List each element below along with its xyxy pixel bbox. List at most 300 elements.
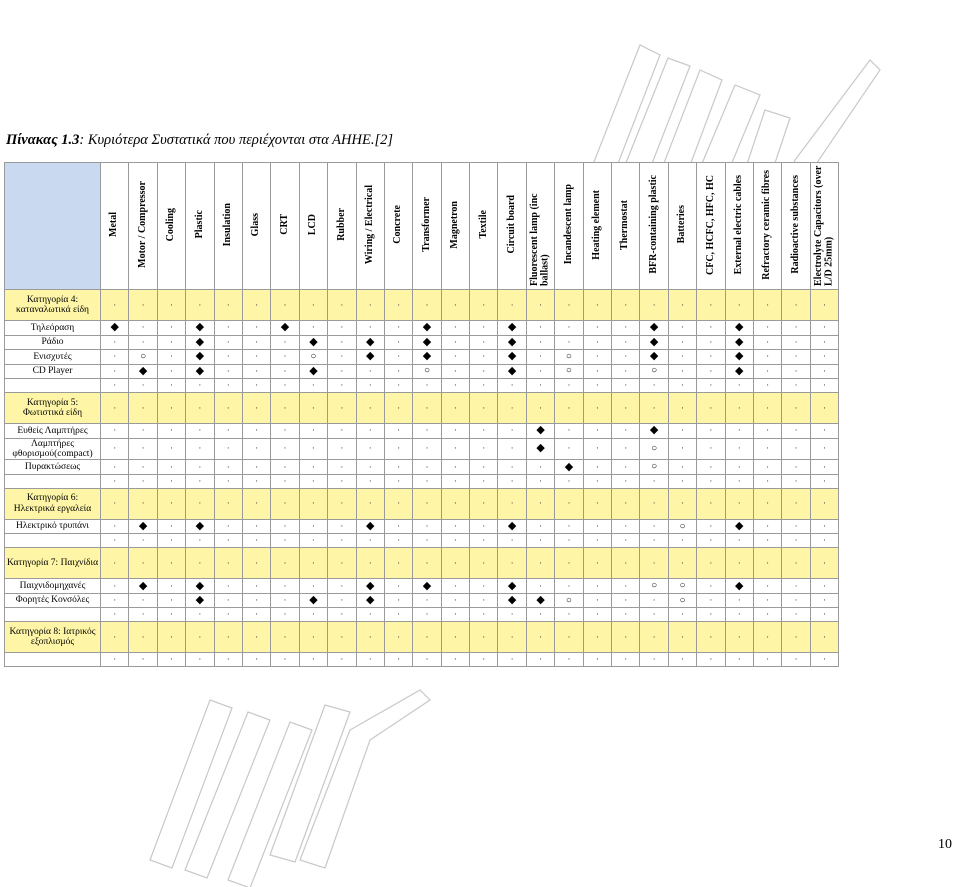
dot-mark: · bbox=[198, 609, 202, 620]
dot-mark: · bbox=[737, 609, 741, 620]
dot-mark: · bbox=[226, 402, 230, 413]
dot-mark: · bbox=[681, 402, 684, 413]
table-cell-dot bbox=[668, 335, 696, 350]
dot-mark: · bbox=[595, 461, 599, 472]
dot-mark: · bbox=[822, 443, 826, 454]
dot-mark: · bbox=[283, 443, 287, 454]
dot-mark: · bbox=[595, 535, 599, 546]
dot-mark: · bbox=[567, 498, 571, 509]
table-cell-dot bbox=[214, 460, 242, 475]
table-cell-dot bbox=[526, 460, 554, 475]
column-header bbox=[356, 163, 384, 290]
table-cell-dot bbox=[328, 424, 356, 439]
table-cell-dot bbox=[129, 653, 157, 667]
dot-mark: · bbox=[737, 475, 741, 486]
dot-mark: · bbox=[453, 609, 457, 620]
dot-mark: · bbox=[141, 475, 145, 486]
table-cell-dot bbox=[612, 364, 640, 379]
table-cell-dot bbox=[384, 534, 412, 548]
table-cell-dot bbox=[186, 474, 214, 488]
table-cell-dot bbox=[583, 653, 611, 667]
column-header-label: Transformer bbox=[420, 197, 432, 252]
dot-mark: · bbox=[709, 498, 713, 509]
dot-mark: · bbox=[681, 498, 684, 509]
column-header-label: CFC, HCFC, HFC, HC bbox=[704, 174, 716, 275]
table-cell-dot bbox=[214, 548, 242, 579]
dot-mark: · bbox=[766, 580, 770, 591]
dot-mark: · bbox=[453, 443, 457, 454]
table-cell-dot bbox=[470, 653, 498, 667]
dot-mark: · bbox=[113, 336, 117, 347]
table-row bbox=[5, 474, 839, 488]
dot-mark: · bbox=[624, 425, 628, 436]
table-cell-dot bbox=[328, 593, 356, 608]
circle-mark: ○ bbox=[140, 350, 147, 362]
table-cell-dot bbox=[271, 474, 299, 488]
table-cell-dot bbox=[129, 488, 157, 519]
diamond-mark: ◆ bbox=[422, 579, 432, 592]
table-cell-dot bbox=[242, 335, 270, 350]
table-cell-dot bbox=[555, 290, 583, 321]
circle-mark: ○ bbox=[565, 594, 572, 606]
table-cell-dot bbox=[583, 474, 611, 488]
table-cell-diamond bbox=[186, 335, 214, 350]
dot-mark: · bbox=[595, 557, 599, 568]
table-cell-dot bbox=[697, 438, 725, 460]
dot-mark: · bbox=[822, 461, 826, 472]
table-cell-diamond bbox=[725, 350, 753, 365]
table-cell-dot bbox=[129, 290, 157, 321]
dot-mark: · bbox=[453, 535, 457, 546]
table-cell-dot bbox=[668, 321, 696, 336]
table-cell-dot bbox=[583, 379, 611, 393]
dot-mark: · bbox=[226, 336, 230, 347]
dot-mark: · bbox=[453, 461, 457, 472]
dot-mark: · bbox=[794, 609, 798, 620]
table-cell-dot bbox=[725, 488, 753, 519]
table-cell-dot bbox=[782, 350, 810, 365]
column-header bbox=[782, 163, 810, 290]
table-cell-dot bbox=[555, 608, 583, 622]
table-cell-dot bbox=[384, 424, 412, 439]
dot-mark: · bbox=[368, 475, 372, 486]
dot-mark: · bbox=[311, 557, 315, 568]
dot-mark: · bbox=[311, 461, 315, 472]
table-cell-dot bbox=[470, 548, 498, 579]
dot-mark: · bbox=[539, 351, 543, 362]
table-cell-dot bbox=[583, 424, 611, 439]
dot-mark: · bbox=[652, 609, 656, 620]
dot-mark: · bbox=[737, 631, 741, 642]
table-cell-dot bbox=[157, 653, 185, 667]
table-cell-dot bbox=[441, 379, 469, 393]
table-cell-dot bbox=[384, 474, 412, 488]
dot-mark: · bbox=[595, 380, 599, 390]
diamond-mark: ◆ bbox=[536, 442, 545, 455]
table-cell-dot bbox=[725, 534, 753, 548]
table-row bbox=[5, 290, 839, 321]
dot-mark: · bbox=[141, 322, 145, 333]
dot-mark: · bbox=[624, 498, 628, 509]
column-header bbox=[129, 163, 157, 290]
dot-mark: · bbox=[113, 498, 117, 509]
table-cell-dot bbox=[101, 424, 129, 439]
dot-mark: · bbox=[510, 654, 514, 665]
dot-mark: · bbox=[113, 654, 117, 665]
circle-mark: ○ bbox=[423, 365, 431, 377]
table-cell-dot bbox=[810, 474, 838, 488]
dot-mark: · bbox=[709, 475, 713, 486]
table-cell-dot bbox=[697, 519, 725, 534]
table-cell-dot bbox=[242, 579, 270, 594]
diamond-mark: ◆ bbox=[195, 579, 205, 592]
table-cell-dot bbox=[498, 534, 526, 548]
dot-mark: · bbox=[255, 425, 259, 436]
table-cell-dot bbox=[612, 579, 640, 594]
dot-mark: · bbox=[510, 425, 514, 436]
table-cell-dot bbox=[214, 364, 242, 379]
table-cell-dot bbox=[384, 579, 412, 594]
diamond-mark: ◆ bbox=[507, 321, 517, 334]
table-cell-dot bbox=[271, 548, 299, 579]
column-header-label: Incandescent lamp bbox=[562, 184, 574, 265]
dot-mark: · bbox=[453, 595, 457, 606]
table-cell-dot bbox=[612, 335, 640, 350]
table-cell-dot bbox=[526, 364, 554, 379]
dot-mark: · bbox=[198, 380, 202, 390]
table-cell-dot bbox=[129, 622, 157, 653]
dot-mark: · bbox=[482, 461, 486, 472]
table-cell-dot bbox=[470, 379, 498, 393]
table-cell-dot bbox=[583, 321, 611, 336]
table-cell-dot bbox=[782, 622, 810, 653]
table-cell-diamond bbox=[498, 593, 526, 608]
table-cell-dot bbox=[810, 364, 838, 379]
header-row bbox=[5, 163, 839, 290]
dot-mark: · bbox=[453, 299, 457, 310]
dot-mark: · bbox=[283, 557, 287, 568]
dot-mark: · bbox=[113, 380, 117, 390]
table-cell-dot bbox=[470, 290, 498, 321]
table-cell-dot bbox=[470, 335, 498, 350]
diamond-mark: ◆ bbox=[649, 321, 659, 334]
table-cell-dot bbox=[782, 379, 810, 393]
table-cell-diamond bbox=[725, 579, 753, 594]
dot-mark: · bbox=[255, 631, 259, 642]
table-cell-dot bbox=[555, 622, 583, 653]
dot-mark: · bbox=[766, 336, 770, 347]
table-cell-dot bbox=[441, 579, 469, 594]
table-cell-diamond bbox=[356, 335, 384, 350]
column-header-label: Concrete bbox=[392, 205, 404, 244]
table-cell-dot bbox=[186, 424, 214, 439]
table-cell-dot bbox=[668, 350, 696, 365]
table-cell-dot bbox=[441, 653, 469, 667]
table-cell-dot bbox=[526, 393, 554, 424]
dot-mark: · bbox=[681, 631, 684, 642]
dot-mark: · bbox=[141, 631, 145, 642]
table-cell-dot bbox=[612, 548, 640, 579]
table-cell-dot bbox=[583, 335, 611, 350]
dot-mark: · bbox=[226, 498, 230, 509]
dot-mark: · bbox=[226, 322, 230, 333]
dot-mark: · bbox=[311, 521, 315, 532]
dot-mark: · bbox=[113, 580, 117, 591]
row-label bbox=[5, 653, 101, 667]
dot-mark: · bbox=[595, 595, 599, 606]
dot-mark: · bbox=[141, 380, 145, 390]
dot-mark: · bbox=[368, 654, 372, 665]
table-cell-dot bbox=[810, 548, 838, 579]
table-cell-dot bbox=[328, 321, 356, 336]
column-header-label: CRT bbox=[278, 214, 290, 235]
table-cell-dot bbox=[753, 350, 781, 365]
table-cell-dot bbox=[101, 460, 129, 475]
table-cell-dot bbox=[470, 350, 498, 365]
dot-mark: · bbox=[340, 425, 344, 436]
dot-mark: · bbox=[482, 336, 486, 347]
table-cell-dot bbox=[101, 350, 129, 365]
dot-mark: · bbox=[198, 402, 202, 413]
dot-mark: · bbox=[283, 365, 287, 376]
dot-mark: · bbox=[567, 322, 571, 333]
table-cell-diamond bbox=[413, 579, 441, 594]
dot-mark: · bbox=[311, 299, 315, 310]
row-label: CD Player bbox=[5, 364, 101, 379]
table-cell-dot bbox=[470, 321, 498, 336]
dot-mark: · bbox=[539, 498, 543, 509]
dot-mark: · bbox=[113, 443, 117, 454]
dot-mark: · bbox=[340, 365, 344, 376]
table-cell-dot bbox=[242, 548, 270, 579]
table-cell-dot bbox=[242, 393, 270, 424]
dot-mark: · bbox=[425, 475, 429, 486]
dot-mark: · bbox=[539, 475, 543, 486]
circle-mark: ○ bbox=[565, 365, 572, 377]
dot-mark: · bbox=[624, 443, 628, 454]
table-cell-dot bbox=[498, 608, 526, 622]
table-cell-dot bbox=[214, 653, 242, 667]
table-cell-dot bbox=[157, 379, 185, 393]
dot-mark: · bbox=[709, 365, 713, 376]
table-cell-dot bbox=[214, 393, 242, 424]
dot-mark: · bbox=[141, 609, 145, 620]
dot-mark: · bbox=[595, 365, 599, 376]
table-cell-dot bbox=[753, 579, 781, 594]
table-cell-diamond bbox=[356, 579, 384, 594]
table-cell-dot bbox=[242, 321, 270, 336]
dot-mark: · bbox=[368, 402, 372, 413]
table-cell-dot bbox=[782, 364, 810, 379]
dot-mark: · bbox=[453, 557, 457, 568]
dot-mark: · bbox=[822, 521, 826, 532]
dot-mark: · bbox=[482, 402, 486, 413]
table-cell-dot bbox=[186, 460, 214, 475]
dot-mark: · bbox=[425, 654, 429, 665]
dot-mark: · bbox=[198, 475, 202, 486]
dot-mark: · bbox=[113, 299, 117, 310]
dot-mark: · bbox=[425, 609, 429, 620]
table-cell-dot bbox=[129, 335, 157, 350]
dot-mark: · bbox=[766, 365, 770, 376]
table-cell-dot bbox=[157, 335, 185, 350]
table-cell-dot bbox=[328, 438, 356, 460]
table-cell-diamond bbox=[526, 593, 554, 608]
table-cell-dot bbox=[413, 460, 441, 475]
dot-mark: · bbox=[822, 654, 826, 665]
dot-mark: · bbox=[283, 380, 287, 390]
table-cell-dot bbox=[697, 424, 725, 439]
table-cell-dot bbox=[782, 593, 810, 608]
column-header-label: Fluorescent lamp (inc ballast) bbox=[529, 192, 551, 286]
dot-mark: · bbox=[425, 595, 429, 606]
table-cell-dot bbox=[782, 608, 810, 622]
dot-mark: · bbox=[766, 380, 770, 390]
dot-mark: · bbox=[226, 475, 230, 486]
dot-mark: · bbox=[255, 580, 259, 591]
table-cell-dot bbox=[242, 460, 270, 475]
table-cell-dot bbox=[697, 350, 725, 365]
column-header bbox=[612, 163, 640, 290]
column-header bbox=[271, 163, 299, 290]
dot-mark: · bbox=[737, 425, 741, 436]
diamond-mark: ◆ bbox=[195, 520, 205, 533]
table-cell-dot bbox=[782, 488, 810, 519]
table-cell-dot bbox=[697, 653, 725, 667]
table-cell-dot bbox=[612, 474, 640, 488]
dot-mark: · bbox=[595, 609, 599, 620]
table-cell-dot bbox=[242, 608, 270, 622]
dot-mark: · bbox=[340, 580, 344, 591]
dot-mark: · bbox=[539, 461, 543, 472]
dot-mark: · bbox=[169, 425, 173, 436]
dot-mark: · bbox=[482, 351, 486, 362]
diamond-mark: ◆ bbox=[507, 579, 517, 592]
dot-mark: · bbox=[141, 654, 145, 665]
table-cell-dot bbox=[555, 548, 583, 579]
dot-mark: · bbox=[283, 461, 287, 472]
dot-mark: · bbox=[397, 654, 401, 665]
column-header-label: Textile bbox=[477, 210, 489, 239]
table-cell-dot bbox=[271, 424, 299, 439]
dot-mark: · bbox=[368, 461, 372, 472]
dot-mark: · bbox=[624, 461, 628, 472]
table-cell-circle bbox=[299, 350, 327, 365]
dot-mark: · bbox=[368, 535, 372, 546]
dot-mark: · bbox=[794, 380, 798, 390]
row-label: Πυρακτώσεως bbox=[5, 460, 101, 475]
dot-mark: · bbox=[794, 557, 798, 568]
dot-mark: · bbox=[794, 351, 798, 362]
dot-mark: · bbox=[482, 535, 486, 546]
table-cell-dot bbox=[810, 438, 838, 460]
dot-mark: · bbox=[794, 535, 798, 546]
dot-mark: · bbox=[113, 521, 117, 532]
table-cell-dot bbox=[356, 622, 384, 653]
table-cell-dot bbox=[271, 579, 299, 594]
dot-mark: · bbox=[766, 535, 770, 546]
dot-mark: · bbox=[624, 580, 628, 591]
table-cell-dot bbox=[101, 593, 129, 608]
column-header bbox=[441, 163, 469, 290]
dot-mark: · bbox=[482, 380, 486, 390]
dot-mark: · bbox=[198, 299, 202, 310]
table-cell-diamond bbox=[186, 321, 214, 336]
dot-mark: · bbox=[311, 498, 315, 509]
table-cell-dot bbox=[299, 474, 327, 488]
table-cell-dot bbox=[186, 548, 214, 579]
table-cell-dot bbox=[157, 579, 185, 594]
table-cell-diamond bbox=[129, 364, 157, 379]
dot-mark: · bbox=[624, 380, 628, 390]
table-cell-dot bbox=[242, 438, 270, 460]
table-cell-dot bbox=[782, 548, 810, 579]
dot-mark: · bbox=[340, 299, 344, 310]
table-cell-dot bbox=[214, 379, 242, 393]
row-label: Φορητές Κονσόλες bbox=[5, 593, 101, 608]
dot-mark: · bbox=[169, 443, 173, 454]
dot-mark: · bbox=[794, 595, 798, 606]
table-cell-dot bbox=[328, 474, 356, 488]
dot-mark: · bbox=[340, 609, 344, 620]
table-cell-dot bbox=[782, 579, 810, 594]
table-cell-dot bbox=[725, 379, 753, 393]
dot-mark: · bbox=[822, 475, 826, 486]
dot-mark: · bbox=[624, 609, 628, 620]
table-cell-dot bbox=[640, 519, 668, 534]
table-cell-dot bbox=[186, 488, 214, 519]
table-cell-dot bbox=[384, 350, 412, 365]
dot-mark: · bbox=[482, 609, 486, 620]
dot-mark: · bbox=[794, 521, 798, 532]
dot-mark: · bbox=[226, 299, 230, 310]
table-cell-dot bbox=[668, 474, 696, 488]
dot-mark: · bbox=[113, 365, 117, 376]
dot-mark: · bbox=[397, 595, 401, 606]
table-cell-dot bbox=[640, 379, 668, 393]
dot-mark: · bbox=[681, 299, 684, 310]
diamond-mark: ◆ bbox=[195, 321, 205, 334]
table-cell-dot bbox=[668, 424, 696, 439]
dot-mark: · bbox=[113, 595, 117, 606]
dot-mark: · bbox=[226, 535, 230, 546]
table-cell-diamond bbox=[498, 519, 526, 534]
dot-mark: · bbox=[425, 557, 429, 568]
circle-mark: ○ bbox=[679, 594, 686, 606]
dot-mark: · bbox=[226, 425, 230, 436]
table-cell-dot bbox=[413, 548, 441, 579]
dot-mark: · bbox=[226, 365, 230, 376]
table-cell-dot bbox=[526, 608, 554, 622]
dot-mark: · bbox=[340, 351, 344, 362]
table-cell-dot bbox=[640, 488, 668, 519]
dot-mark: · bbox=[425, 402, 429, 413]
components-table bbox=[4, 162, 839, 667]
table-cell-dot bbox=[810, 579, 838, 594]
table-cell-dot bbox=[384, 335, 412, 350]
table-cell-dot bbox=[129, 608, 157, 622]
table-cell-dot bbox=[526, 474, 554, 488]
table-cell-dot bbox=[782, 424, 810, 439]
dot-mark: · bbox=[226, 654, 230, 665]
table-cell-dot bbox=[186, 653, 214, 667]
table-cell-dot bbox=[271, 350, 299, 365]
dot-mark: · bbox=[681, 336, 684, 347]
table-cell-dot bbox=[470, 460, 498, 475]
column-header-label: Wiring / Electrical bbox=[363, 184, 375, 265]
row-label: Κατηγορία 8: Ιατρικός εξοπλισμός bbox=[5, 622, 101, 653]
dot-mark: · bbox=[226, 380, 230, 390]
